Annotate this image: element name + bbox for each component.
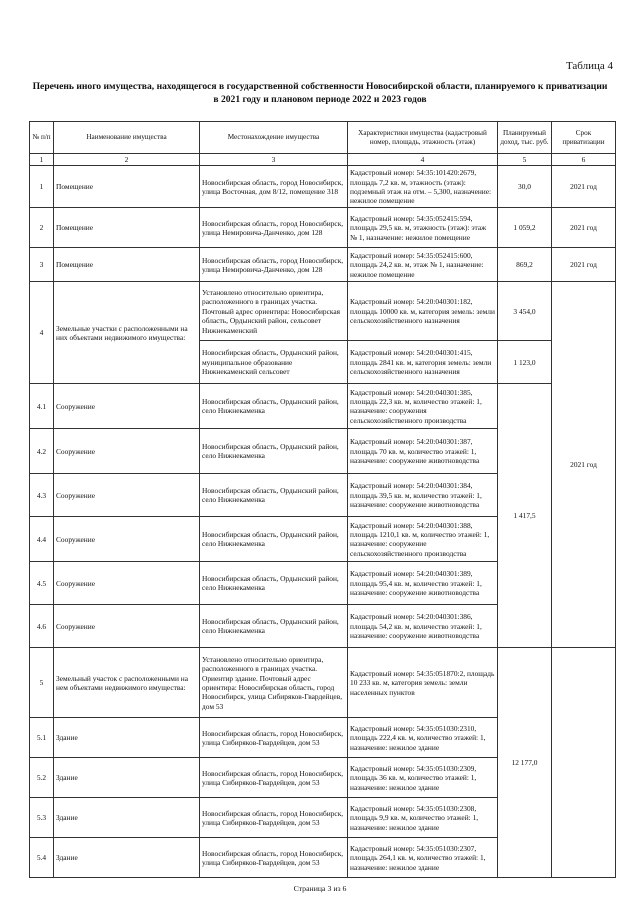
column-number-row xyxy=(30,154,616,166)
property-name: Сооружение xyxy=(54,384,200,429)
property-location: Новосибирская область, Ордынский район, село Нижнекаменка xyxy=(200,517,348,562)
row-number: 2 xyxy=(30,208,54,248)
property-name: Помещение xyxy=(54,208,200,248)
property-name: Сооружение xyxy=(54,517,200,562)
header-name: Наименование имущества xyxy=(54,122,200,154)
property-characteristics: Кадастровый номер: 54:20:040301:415, площадь 2841 кв. м, категория земель: земли сельскохозяйственного назначения xyxy=(348,341,498,384)
col-number: 6 xyxy=(552,154,616,166)
header-term: Срок приватизации xyxy=(552,122,616,154)
table-row xyxy=(30,208,616,248)
table-number-label: Таблица 4 xyxy=(565,60,613,72)
col-number: 5 xyxy=(498,154,552,166)
property-location: Новосибирская область, город Новосибирск, улица Немировича-Данченко, дом 128 xyxy=(200,208,348,248)
planned-income: 1 417,5 xyxy=(498,384,552,648)
header-characteristics: Характеристики имущества (кадастровый номер, площадь, этажность (этаж) xyxy=(348,122,498,154)
property-characteristics: Кадастровый номер: 54:20:040301:389, площадь 95,4 кв. м, количество этажей: 1, назначение: сооружение животноводства xyxy=(348,562,498,605)
row-number: 5.2 xyxy=(30,758,54,798)
header-row xyxy=(30,122,616,154)
header-location: Местонахождение имущества xyxy=(200,122,348,154)
property-location: Новосибирская область, город Новосибирск, улица Сибиряков-Гвардейцев, дом 53 xyxy=(200,758,348,798)
property-characteristics: Кадастровый номер: 54:20:040301:387, площадь 70 кв. м, количество этажей: 1, назначение: сооружение животноводства xyxy=(348,429,498,474)
col-number: 2 xyxy=(54,154,200,166)
property-location: Новосибирская область, Ордынский район, село Нижнекаменка xyxy=(200,605,348,648)
row-number: 4.4 xyxy=(30,517,54,562)
property-characteristics: Кадастровый номер: 54:20:040301:385, площадь 22,3 кв. м, количество этажей: 1, назначение: сооружения сельскохозяйственного производства xyxy=(348,384,498,429)
header-num: № п/п xyxy=(30,122,54,154)
property-location: Новосибирская область, город Новосибирск, улица Сибиряков-Гвардейцев, дом 53 xyxy=(200,718,348,758)
title-line-1: Перечень иного имущества, находящегося в государственной собственности Новосибирской области, планируемого к приватизации xyxy=(32,81,608,92)
property-name: Сооружение xyxy=(54,429,200,474)
property-location: Новосибирская область, Ордынский район, село Нижнекаменка xyxy=(200,562,348,605)
row-number: 5 xyxy=(30,648,54,718)
property-name: Земельный участок с расположенными на нем объектами недвижимого имущества: xyxy=(54,648,200,718)
property-location: Новосибирская область, город Новосибирск, улица Сибиряков-Гвардейцев, дом 53 xyxy=(200,798,348,838)
property-name: Здание xyxy=(54,718,200,758)
property-characteristics: Кадастровый номер: 54:20:040301:182, площадь 10000 кв. м, категория земель: земли сельскохозяйственного назначения xyxy=(348,282,498,341)
table-row xyxy=(30,166,616,208)
row-number: 4.5 xyxy=(30,562,54,605)
property-characteristics: Кадастровый номер: 54:35:052415:594, площадь 29,5 кв. м, этажность (этаж): этаж № 1, назначение: нежилое помещение xyxy=(348,208,498,248)
property-location: Новосибирская область, город Новосибирск, улица Восточная, дом 8/12, помещение 318 xyxy=(200,166,348,208)
table-row xyxy=(30,648,616,718)
property-name: Здание xyxy=(54,758,200,798)
planned-income: 869,2 xyxy=(498,248,552,282)
property-name: Здание xyxy=(54,798,200,838)
property-location: Установлено относительно ориентира, расположенного в границах участка. Ориентир здание. Почтовый адрес ориентира: Новосибирская область, город Новосибирск, улица Сибиряков-Гвардейцев, дом 53 xyxy=(200,648,348,718)
property-characteristics: Кадастровый номер: 54:35:051030:2310, площадь 222,4 кв. м, количество этажей: 1, назначение: нежилое здание xyxy=(348,718,498,758)
title-line-2: в 2021 году и плановом периоде 2022 и 2023 годов xyxy=(213,94,427,105)
planned-income: 12 177,0 xyxy=(498,648,552,878)
property-name: Сооружение xyxy=(54,474,200,517)
row-number: 1 xyxy=(30,166,54,208)
property-name: Сооружение xyxy=(54,605,200,648)
property-characteristics: Кадастровый номер: 54:20:040301:386, площадь 54,2 кв. м, количество этажей: 1, назначение: сооружение животноводства xyxy=(348,605,498,648)
privatization-term: 2021 год xyxy=(552,282,616,648)
row-number: 5.3 xyxy=(30,798,54,838)
header-income: Планируемый доход, тыс. руб. xyxy=(498,122,552,154)
property-name: Земельные участки с расположенными на них объектами недвижимого имущества: xyxy=(54,282,200,384)
property-characteristics: Кадастровый номер: 54:35:101420:2679, площадь 7,2 кв. м, этажность (этаж): подземный этаж на отм. – 5,300, назначение: нежилое помещение xyxy=(348,166,498,208)
row-number: 4.3 xyxy=(30,474,54,517)
property-characteristics: Кадастровый номер: 54:20:040301:384, площадь 39,5 кв. м, количество этажей: 1, назначение: сооружение животноводства xyxy=(348,474,498,517)
table-row xyxy=(30,384,616,429)
privatization-term: 2021 год xyxy=(552,248,616,282)
privatization-term: 2021 год xyxy=(552,166,616,208)
property-characteristics: Кадастровый номер: 54:20:040301:388, площадь 1210,1 кв. м, количество этажей: 1, назначение: сооружение сельскохозяйственного производства xyxy=(348,517,498,562)
privatization-term: 2021 год xyxy=(552,208,616,248)
table-row xyxy=(30,282,616,341)
property-name: Помещение xyxy=(54,248,200,282)
property-name: Сооружение xyxy=(54,562,200,605)
col-number: 3 xyxy=(200,154,348,166)
planned-income: 1 123,0 xyxy=(498,341,552,384)
property-location: Новосибирская область, город Новосибирск, улица Сибиряков-Гвардейцев, дом 53 xyxy=(200,838,348,878)
row-number: 4.1 xyxy=(30,384,54,429)
property-name: Здание xyxy=(54,838,200,878)
property-name: Помещение xyxy=(54,166,200,208)
property-characteristics: Кадастровый номер: 54:35:051030:2309, площадь 36 кв. м, количество этажей: 1, назначение: нежилое здание xyxy=(348,758,498,798)
property-location: Новосибирская область, Ордынский район, село Нижнекаменка xyxy=(200,474,348,517)
document-title xyxy=(20,80,620,106)
table-row xyxy=(30,248,616,282)
planned-income: 30,0 xyxy=(498,166,552,208)
row-number: 4.2 xyxy=(30,429,54,474)
row-number: 4.6 xyxy=(30,605,54,648)
planned-income: 3 454,0 xyxy=(498,282,552,341)
row-number: 3 xyxy=(30,248,54,282)
privatization-term xyxy=(552,648,616,878)
property-location: Новосибирская область, Ордынский район, село Нижнекаменка xyxy=(200,429,348,474)
property-table xyxy=(29,121,616,878)
row-number: 5.1 xyxy=(30,718,54,758)
planned-income: 1 059,2 xyxy=(498,208,552,248)
page-footer: Страница 3 из 6 xyxy=(293,884,347,893)
property-characteristics: Кадастровый номер: 54:35:052415:600, площадь 24,2 кв. м, этаж № 1, назначение: нежилое помещение xyxy=(348,248,498,282)
property-characteristics: Кадастровый номер: 54:35:051870:2, площадь 10 233 кв. м, категория земель: земли населенных пунктов xyxy=(348,648,498,718)
property-characteristics: Кадастровый номер: 54:35:051030:2307, площадь 264,1 кв. м, количество этажей: 1, назначение: нежилое здание xyxy=(348,838,498,878)
property-location: Установлено относительно ориентира, расположенного в границах участка. Почтовый адрес ориентира: Новосибирская область, Ордынский район, сельсовет Нижнекаменский xyxy=(200,282,348,341)
property-location: Новосибирская область, город Новосибирск, улица Немировича-Данченко, дом 128 xyxy=(200,248,348,282)
col-number: 4 xyxy=(348,154,498,166)
row-number: 5.4 xyxy=(30,838,54,878)
col-number: 1 xyxy=(30,154,54,166)
property-characteristics: Кадастровый номер: 54:35:051030:2308, площадь 9,9 кв. м, количество этажей: 1, назначение: нежилое здание xyxy=(348,798,498,838)
row-number: 4 xyxy=(30,282,54,384)
property-location: Новосибирская область, Ордынский район, село Нижнекаменка xyxy=(200,384,348,429)
property-location: Новосибирская область, Ордынский район, муниципальное образование Нижнекаменский сельсовет xyxy=(200,341,348,384)
